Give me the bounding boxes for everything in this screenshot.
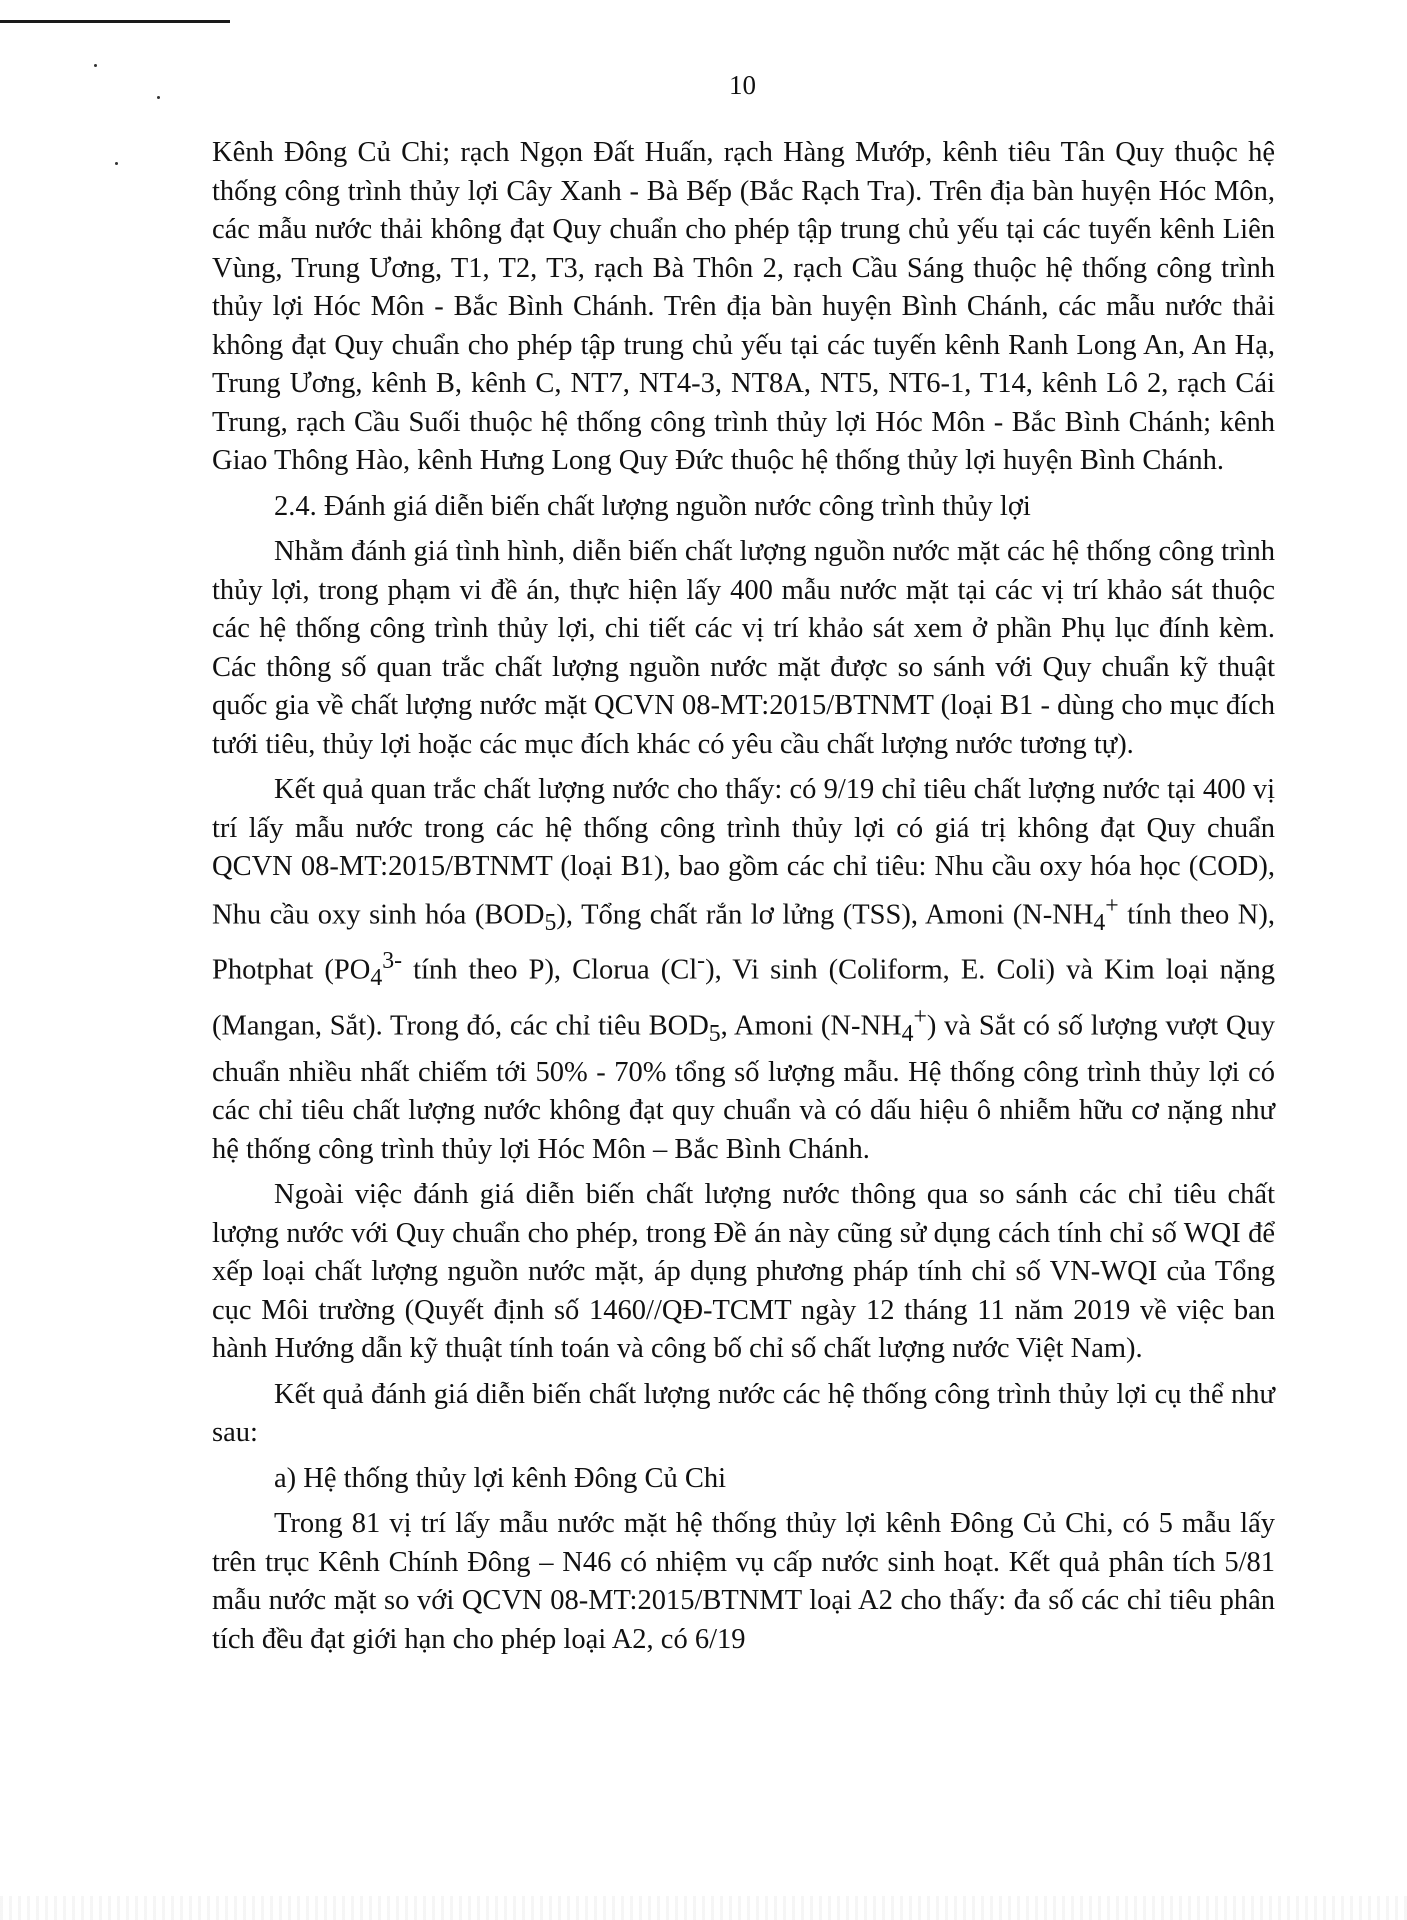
page-number: 10 <box>729 70 756 100</box>
paragraph-wqi-method: Ngoài việc đánh giá diễn biến chất lượng nước thông qua so sánh các chỉ tiêu chất lượng nước với Quy chuẩn cho phép, trong Đề án này cũng sử dụng cách tính chỉ số WQI để xếp loại chất lượng nguồn nước mặt, áp dụng phương pháp tính chỉ số VN-WQI của Tổng cục Môi trường (Quyết định số 1460//QĐ-TCMT ngày 12 tháng 11 năm 2019 về việc ban hành Hướng dẫn kỹ thuật tính toán và công bố chỉ số chất lượng nước Việt Nam). <box>212 1179 1275 1365</box>
scan-top-rule <box>0 20 230 23</box>
scan-speck <box>94 64 97 67</box>
scan-speck <box>115 162 118 165</box>
paragraph-results-intro: Kết quả đánh giá diễn biến chất lượng nước các hệ thống công trình thủy lợi cụ thể như sau: <box>212 1378 1275 1449</box>
paragraph-monitoring-results: Kết quả quan trắc chất lượng nước cho thấy: có 9/19 chỉ tiêu chất lượng nước tại 400 vị trí lấy mẫu nước trong các hệ thống công trình thủy lợi có giá trị không đạt Quy chuẩn QCVN 08-MT:2015/BTNMT (loại B1), bao gồm các chỉ tiêu: Nhu cầu oxy hóa học (COD), Nhu cầu oxy sinh hóa $(BOD_5)$, Tổng chất rắn lơ lửng (TSS), Amoni ($N-NH_4^+$ tính theo N), Photphat ($PO_4^{3-}$ tính theo P), Clorua (Cl-), Vi sinh (Coliform, E. Coli) và Kim loại nặng (Mangan, Sắt). Trong đó, các chỉ tiêu $BOD_5$, Amoni $(N-NH_4^+)$ và Sắt có số lượng vượt Quy chuẩn nhiều nhất chiếm tới 50% - 70% tổng số lượng mẫu. Hệ thống công trình thủy lợi có các chỉ tiêu chất lượng nước không đạt quy chuẩn và có dấu hiệu ô nhiễm hữu cơ nặng như hệ thống công trình thủy lợi Hóc Môn – Bắc Bình Chánh. <box>212 774 1275 1165</box>
paragraph-sampling-method: Nhằm đánh giá tình hình, diễn biến chất lượng nguồn nước mặt các hệ thống công trình thủy lợi, trong phạm vi đề án, thực hiện lấy 400 mẫu nước mặt tại các vị trí khảo sát thuộc các hệ thống công trình thủy lợi, chi tiết các vị trí khảo sát xem ở phần Phụ lục đính kèm. Các thông số quan trắc chất lượng nguồn nước mặt được so sánh với Quy chuẩn kỹ thuật quốc gia về chất lượng nước mặt QCVN 08-MT:2015/BTNMT (loại B1 - dùng cho mục đích tưới tiêu, thủy lợi hoặc các mục đích khác có yêu cầu chất lượng nước tương tự). <box>212 536 1275 760</box>
subsection-heading-a: a) Hệ thống thủy lợi kênh Đông Củ Chi <box>274 1462 727 1494</box>
paragraph-canal-list: Kênh Đông Củ Chi; rạch Ngọn Đất Huấn, rạch Hàng Mướp, kênh tiêu Tân Quy thuộc hệ thống công trình thủy lợi Cây Xanh - Bà Bếp (Bắc Rạch Tra). Trên địa bàn huyện Hóc Môn, các mẫu nước thải không đạt Quy chuẩn cho phép tập trung chủ yếu tại các tuyến kênh Liên Vùng, Trung Ương, T1, T2, T3, rạch Bà Thôn 2, rạch Cầu Sáng thuộc hệ thống công trình thủy lợi Hóc Môn - Bắc Bình Chánh. Trên địa bàn huyện Bình Chánh, các mẫu nước thải không đạt Quy chuẩn cho phép tập trung chủ yếu tại các tuyến kênh Ranh Long An, An Hạ, Trung Ương, kênh B, kênh C, NT7, NT4-3, NT8A, NT5, NT6-1, T14, kênh Lô 2, rạch Cái Trung, rạch Cầu Suối thuộc hệ thống công trình thủy lợi Hóc Môn - Bắc Bình Chánh; kênh Giao Thông Hào, kênh Hưng Long Quy Đức thuộc hệ thống thủy lợi huyện Bình Chánh. <box>212 137 1275 476</box>
document-body <box>212 134 1275 1659</box>
scan-bottom-noise <box>0 1896 1407 1920</box>
section-heading-2-4: 2.4. Đánh giá diễn biến chất lượng nguồn nước công trình thủy lợi <box>274 490 1031 522</box>
paragraph-dong-cu-chi: Trong 81 vị trí lấy mẫu nước mặt hệ thống thủy lợi kênh Đông Củ Chi, có 5 mẫu lấy trên trục Kênh Chính Đông – N46 có nhiệm vụ cấp nước sinh hoạt. Kết quả phân tích 5/81 mẫu nước mặt so với QCVN 08-MT:2015/BTNMT loại A2 cho thấy: đa số các chỉ tiêu phân tích đều đạt giới hạn cho phép loại A2, có 6/19 <box>212 1508 1275 1655</box>
